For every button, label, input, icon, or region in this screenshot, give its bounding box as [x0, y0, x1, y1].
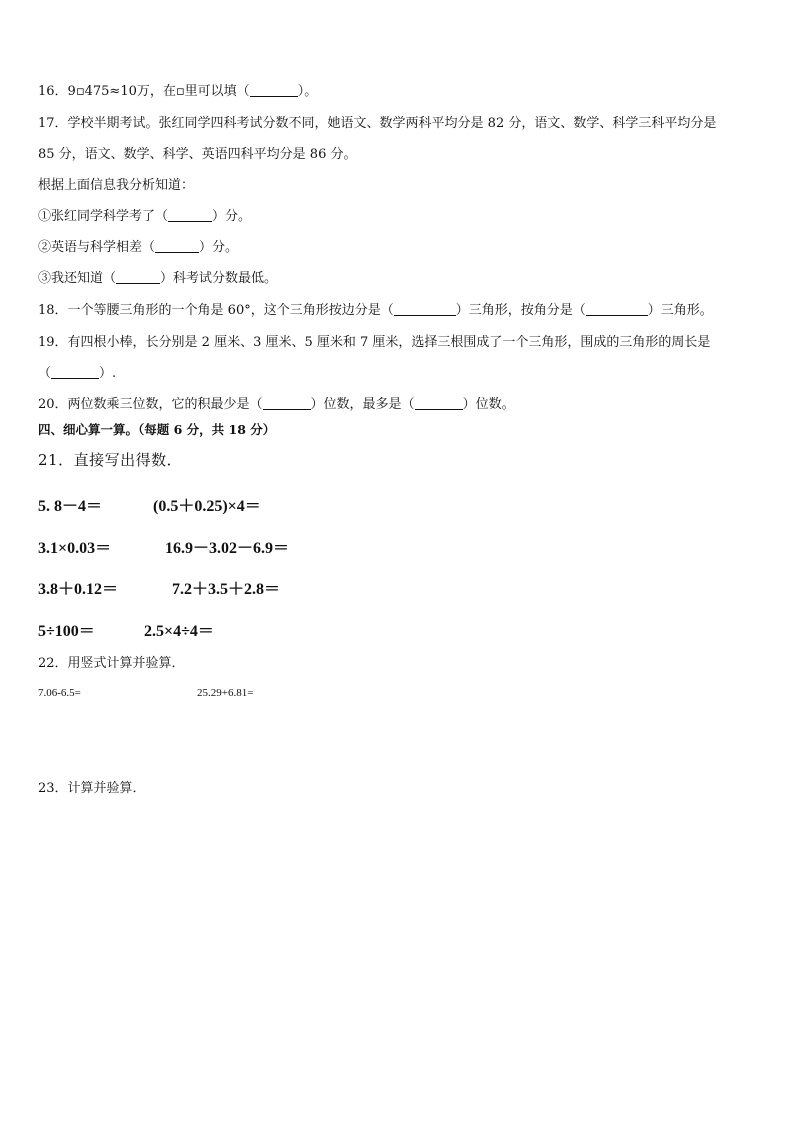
question-20-text: 20．两位数乘三位数，它的积最少是（: [38, 397, 263, 412]
calc-item: 5÷100＝: [38, 623, 95, 640]
question-20: [38, 396, 515, 414]
calc-item: 16.9－3.02－6.9＝: [165, 540, 290, 557]
calc-item: 5. 8－4＝: [38, 498, 103, 515]
answer-blank[interactable]: [250, 84, 298, 97]
question-17-line-1: 17．学校半期考试。张红同学四科考试分数不同，她语文、数学两科平均分是 82 分，语文、数学、科学三科平均分是: [38, 116, 717, 131]
question-18-text: 18．一个等腰三角形的一个角是 60°，这个三角形按边分是（: [38, 303, 394, 318]
calc-item: 7.2＋3.5＋2.8＝: [172, 581, 281, 598]
question-19-tail: ）.: [99, 366, 117, 381]
question-17-line-2: 85 分，语文、数学、科学、英语四科平均分是 86 分。: [38, 147, 357, 162]
question-21-title: 21．直接写出得数．: [38, 451, 183, 469]
sub-3-text: ③我还知道（: [38, 271, 117, 286]
question-17-line-3: 根据上面信息我分析知道：: [38, 178, 195, 193]
calc-item: 3.1×0.03＝: [38, 540, 112, 557]
question-16-text: 16．9▫475≈10万，在▫里可以填（: [38, 84, 250, 99]
question-18: [38, 302, 713, 320]
answer-blank[interactable]: [415, 397, 463, 410]
answer-blank[interactable]: [394, 303, 456, 316]
question-19-open: （: [38, 366, 52, 381]
answer-blank[interactable]: [51, 366, 99, 379]
calc-item: 2.5×4÷4＝: [144, 623, 214, 640]
question-17-sub-1: [38, 208, 251, 226]
calc-item: 3.8＋0.12＝: [38, 581, 119, 598]
sub-3-tail: ）科考试分数最低。: [160, 271, 278, 286]
question-19-line-2: [38, 365, 116, 383]
question-19-line-1: 19．有四根小棒，长分别是 2 厘米、3 厘米、5 厘米和 7 厘米，选择三根围成了一个三角形，围成的三角形的周长是: [38, 335, 711, 350]
vertical-calc-item: 25.29+6.81=: [197, 687, 254, 699]
answer-blank[interactable]: [116, 271, 160, 284]
calc-item: (0.5＋0.25)×4＝: [153, 498, 261, 515]
question-22-title: 22．用竖式计算并验算．: [38, 656, 185, 671]
answer-blank[interactable]: [155, 240, 199, 253]
sub-2-text: ②英语与科学相差（: [38, 240, 156, 255]
sub-1-tail: ）分。: [212, 209, 252, 224]
answer-blank[interactable]: [168, 209, 212, 222]
answer-blank[interactable]: [586, 303, 648, 316]
question-16: [38, 83, 317, 101]
section-heading: 四、细心算一算。（每题 6 分，共 18 分）: [38, 422, 276, 437]
question-18-tail: ）三角形。: [647, 303, 713, 318]
answer-blank[interactable]: [263, 397, 311, 410]
question-17-sub-2: [38, 239, 238, 257]
question-18-mid: ）三角形，按角分是（: [455, 303, 586, 318]
question-20-mid: ）位数，最多是（: [310, 397, 415, 412]
question-17-sub-3: [38, 270, 277, 288]
vertical-calc-item: 7.06-6.5=: [38, 687, 81, 699]
question-16-tail: ）。: [297, 84, 318, 99]
question-20-tail: ）位数。: [462, 397, 515, 412]
sub-1-text: ①张红同学科学考了（: [38, 209, 169, 224]
question-23-title: 23．计算并验算．: [38, 781, 146, 796]
sub-2-tail: ）分。: [199, 240, 239, 255]
